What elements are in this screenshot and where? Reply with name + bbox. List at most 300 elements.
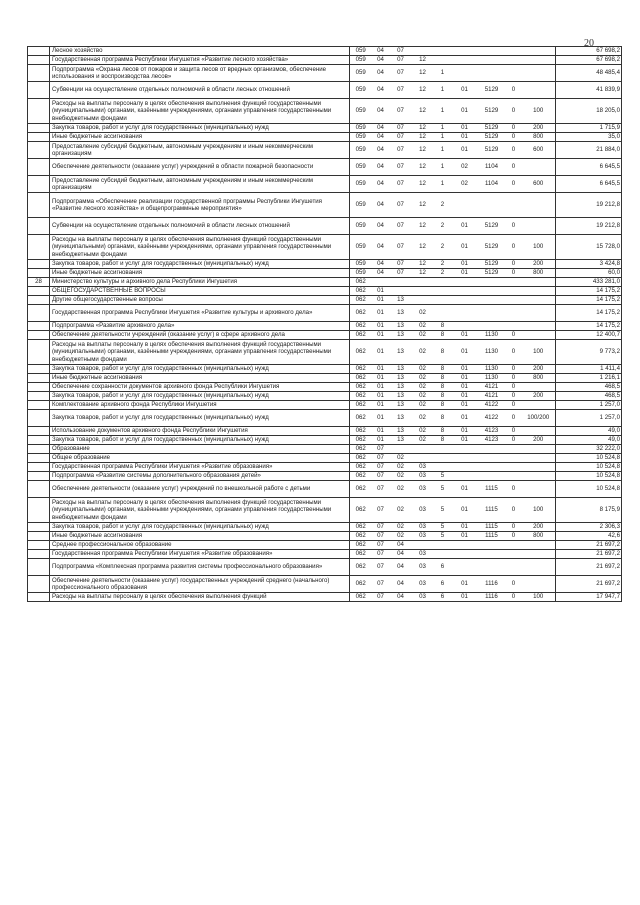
row-number	[28, 260, 50, 269]
expense-type-code	[522, 401, 556, 410]
section-code: 04	[372, 193, 390, 218]
subprogram-code: 5	[434, 481, 452, 498]
ministry-code: 059	[350, 260, 372, 269]
row-name: Подпрограмма «Охрана лесов от пожаров и защита лесов от вредных организмов, обеспечение использования и воспроизводства лесов»	[50, 65, 350, 82]
ministry-code: 059	[350, 47, 372, 56]
table-row	[28, 124, 622, 133]
extra-code: 0	[506, 427, 522, 436]
direction-code: 5129	[478, 82, 506, 99]
event-code: 01	[452, 124, 478, 133]
row-number	[28, 392, 50, 401]
row-amount: 32 222,0	[556, 445, 622, 454]
subprogram-code: 8	[434, 322, 452, 331]
ministry-code: 062	[350, 322, 372, 331]
extra-code: 0	[506, 576, 522, 593]
subsection-code: 13	[390, 427, 412, 436]
row-name: Закупка товаров, работ и услуг для государственных (муниципальных) нужд	[50, 124, 350, 133]
subsection-code: 02	[390, 481, 412, 498]
row-name: Расходы на выплаты персоналу в целях обеспечения выполнения функций государственными (муниципальными) органами, казёнными учреждениями, органами управления государственными внебюджетными фондами	[50, 99, 350, 124]
row-number	[28, 559, 50, 576]
table-row	[28, 176, 622, 193]
ministry-code: 062	[350, 454, 372, 463]
direction-code: 5129	[478, 142, 506, 159]
event-code	[452, 454, 478, 463]
row-name: Закупка товаров, работ и услуг для государственных (муниципальных) нужд	[50, 436, 350, 445]
section-code: 04	[372, 176, 390, 193]
ministry-code: 062	[350, 305, 372, 322]
table-row	[28, 269, 622, 278]
subsection-code: 02	[390, 463, 412, 472]
subprogram-code: 1	[434, 176, 452, 193]
extra-code: 0	[506, 392, 522, 401]
ministry-code: 059	[350, 99, 372, 124]
event-code: 01	[452, 374, 478, 383]
expense-type-code: 100	[522, 340, 556, 365]
subsection-code: 13	[390, 331, 412, 340]
program-code: 03	[412, 481, 434, 498]
row-name: Подпрограмма «Развитие системы дополнительного образования детей»	[50, 472, 350, 481]
ministry-code: 059	[350, 159, 372, 176]
event-code	[452, 47, 478, 56]
subprogram-code: 8	[434, 365, 452, 374]
row-amount: 1 411,4	[556, 365, 622, 374]
row-amount: 10 524,8	[556, 463, 622, 472]
event-code: 01	[452, 427, 478, 436]
event-code	[452, 278, 478, 287]
row-name: Закупка товаров, работ и услуг для государственных (муниципальных) нужд	[50, 365, 350, 374]
event-code: 01	[452, 481, 478, 498]
program-code: 12	[412, 99, 434, 124]
subprogram-code	[434, 445, 452, 454]
extra-code	[506, 287, 522, 296]
row-amount: 8 175,9	[556, 498, 622, 523]
expense-type-code: 100/200	[522, 410, 556, 427]
expense-type-code	[522, 322, 556, 331]
event-code: 01	[452, 392, 478, 401]
table-row	[28, 427, 622, 436]
subsection-code: 13	[390, 296, 412, 305]
subsection-code: 13	[390, 365, 412, 374]
row-number	[28, 65, 50, 82]
subprogram-code	[434, 56, 452, 65]
row-amount: 12 400,7	[556, 331, 622, 340]
extra-code: 0	[506, 532, 522, 541]
row-amount: 1 257,0	[556, 410, 622, 427]
table-row	[28, 576, 622, 593]
row-name: Субвенции на осуществление отдельных полномочий в области лесных отношений	[50, 82, 350, 99]
row-number	[28, 193, 50, 218]
ministry-code: 059	[350, 269, 372, 278]
subsection-code: 04	[390, 593, 412, 602]
subsection-code: 07	[390, 260, 412, 269]
program-code: 02	[412, 322, 434, 331]
table-row	[28, 523, 622, 532]
event-code: 01	[452, 593, 478, 602]
event-code	[452, 559, 478, 576]
row-name: Министерство культуры и архивного дела Республики Ингушетия	[50, 278, 350, 287]
subprogram-code: 5	[434, 523, 452, 532]
subsection-code: 04	[390, 550, 412, 559]
subsection-code: 02	[390, 472, 412, 481]
ministry-code: 062	[350, 541, 372, 550]
table-row	[28, 260, 622, 269]
event-code	[452, 463, 478, 472]
row-amount: 6 645,5	[556, 176, 622, 193]
direction-code: 5129	[478, 133, 506, 142]
subsection-code: 13	[390, 436, 412, 445]
extra-code: 0	[506, 481, 522, 498]
subprogram-code: 1	[434, 82, 452, 99]
extra-code: 0	[506, 269, 522, 278]
subprogram-code: 5	[434, 532, 452, 541]
table-row	[28, 65, 622, 82]
subsection-code	[390, 445, 412, 454]
subprogram-code: 6	[434, 576, 452, 593]
row-number	[28, 532, 50, 541]
section-code: 04	[372, 260, 390, 269]
expense-type-code	[522, 159, 556, 176]
expense-type-code	[522, 463, 556, 472]
row-number	[28, 99, 50, 124]
program-code: 03	[412, 463, 434, 472]
extra-code: 0	[506, 383, 522, 392]
row-amount: 21 697,2	[556, 541, 622, 550]
program-code: 02	[412, 365, 434, 374]
subprogram-code: 2	[434, 218, 452, 235]
direction-code	[478, 296, 506, 305]
row-number	[28, 410, 50, 427]
expense-type-code	[522, 427, 556, 436]
section-code: 01	[372, 383, 390, 392]
subsection-code: 07	[390, 82, 412, 99]
row-number	[28, 296, 50, 305]
table-row	[28, 532, 622, 541]
row-number	[28, 498, 50, 523]
direction-code: 1115	[478, 532, 506, 541]
table-row	[28, 340, 622, 365]
row-number	[28, 383, 50, 392]
event-code: 01	[452, 410, 478, 427]
subprogram-code: 2	[434, 269, 452, 278]
table-row	[28, 401, 622, 410]
row-number	[28, 142, 50, 159]
table-row	[28, 472, 622, 481]
row-amount: 1 257,0	[556, 401, 622, 410]
section-code: 04	[372, 159, 390, 176]
ministry-code: 062	[350, 392, 372, 401]
subsection-code	[390, 287, 412, 296]
row-number	[28, 269, 50, 278]
extra-code: 0	[506, 159, 522, 176]
row-name: Иные бюджетные ассигнования	[50, 374, 350, 383]
table-row	[28, 218, 622, 235]
ministry-code: 059	[350, 133, 372, 142]
row-amount: 14 175,2	[556, 305, 622, 322]
row-number	[28, 463, 50, 472]
ministry-code: 059	[350, 176, 372, 193]
row-amount: 67 698,2	[556, 56, 622, 65]
ministry-code: 062	[350, 559, 372, 576]
subprogram-code	[434, 296, 452, 305]
table-row	[28, 392, 622, 401]
section-code: 01	[372, 296, 390, 305]
row-amount: 19 212,8	[556, 193, 622, 218]
program-code: 02	[412, 436, 434, 445]
section-code: 07	[372, 576, 390, 593]
subprogram-code: 8	[434, 392, 452, 401]
extra-code: 0	[506, 374, 522, 383]
program-code: 02	[412, 383, 434, 392]
event-code: 01	[452, 235, 478, 260]
event-code: 01	[452, 133, 478, 142]
extra-code	[506, 472, 522, 481]
subsection-code: 07	[390, 193, 412, 218]
direction-code: 1116	[478, 593, 506, 602]
table-row	[28, 82, 622, 99]
subprogram-code: 1	[434, 99, 452, 124]
direction-code: 5129	[478, 260, 506, 269]
subprogram-code: 8	[434, 383, 452, 392]
section-code: 01	[372, 305, 390, 322]
extra-code: 0	[506, 260, 522, 269]
program-code: 02	[412, 374, 434, 383]
expense-type-code	[522, 278, 556, 287]
section-code: 01	[372, 287, 390, 296]
extra-code	[506, 445, 522, 454]
program-code: 02	[412, 427, 434, 436]
row-amount: 10 524,8	[556, 481, 622, 498]
row-number	[28, 523, 50, 532]
subprogram-code: 5	[434, 498, 452, 523]
event-code: 01	[452, 331, 478, 340]
ministry-code: 062	[350, 331, 372, 340]
direction-code: 1130	[478, 374, 506, 383]
extra-code	[506, 550, 522, 559]
extra-code: 0	[506, 593, 522, 602]
section-code: 01	[372, 427, 390, 436]
ministry-code: 062	[350, 340, 372, 365]
row-amount: 433 281,0	[556, 278, 622, 287]
subsection-code: 07	[390, 99, 412, 124]
row-amount: 41 839,9	[556, 82, 622, 99]
row-name: Использование документов архивного фонда Республики Ингушетия	[50, 427, 350, 436]
expense-type-code	[522, 305, 556, 322]
expense-type-code: 800	[522, 374, 556, 383]
program-code	[412, 296, 434, 305]
section-code: 01	[372, 392, 390, 401]
row-number	[28, 133, 50, 142]
row-amount: 9 773,2	[556, 340, 622, 365]
table-row	[28, 133, 622, 142]
row-amount: 49,0	[556, 436, 622, 445]
extra-code	[506, 278, 522, 287]
event-code: 02	[452, 159, 478, 176]
subsection-code: 07	[390, 269, 412, 278]
direction-code: 4123	[478, 427, 506, 436]
row-number	[28, 56, 50, 65]
subprogram-code	[434, 550, 452, 559]
row-number	[28, 550, 50, 559]
subsection-code: 07	[390, 218, 412, 235]
row-name: Закупка товаров, работ и услуг для государственных (муниципальных) нужд	[50, 260, 350, 269]
budget-table	[27, 46, 621, 602]
direction-code: 1104	[478, 176, 506, 193]
extra-code: 0	[506, 523, 522, 532]
row-amount: 21 884,0	[556, 142, 622, 159]
section-code	[372, 278, 390, 287]
table-row	[28, 383, 622, 392]
direction-code	[478, 454, 506, 463]
event-code: 01	[452, 532, 478, 541]
section-code: 04	[372, 47, 390, 56]
subsection-code: 04	[390, 541, 412, 550]
section-code: 07	[372, 550, 390, 559]
section-code: 01	[372, 365, 390, 374]
ministry-code: 062	[350, 593, 372, 602]
expense-type-code: 800	[522, 532, 556, 541]
event-code: 01	[452, 82, 478, 99]
event-code	[452, 193, 478, 218]
subsection-code: 13	[390, 322, 412, 331]
extra-code	[506, 559, 522, 576]
row-number	[28, 481, 50, 498]
expense-type-code	[522, 47, 556, 56]
program-code	[412, 445, 434, 454]
section-code: 04	[372, 269, 390, 278]
event-code: 02	[452, 176, 478, 193]
ministry-code: 062	[350, 374, 372, 383]
subsection-code: 13	[390, 410, 412, 427]
event-code: 01	[452, 260, 478, 269]
row-number	[28, 576, 50, 593]
row-amount: 14 175,2	[556, 322, 622, 331]
row-name: Расходы на выплаты персоналу в целях обеспечения выполнения функций государственными (муниципальными) органами, казёнными учреждениями, органами управления государственными внебюджетными фондами	[50, 235, 350, 260]
row-amount: 15 728,0	[556, 235, 622, 260]
row-number	[28, 124, 50, 133]
table-row	[28, 410, 622, 427]
row-amount: 21 697,2	[556, 576, 622, 593]
direction-code: 1116	[478, 576, 506, 593]
expense-type-code	[522, 559, 556, 576]
program-code: 12	[412, 82, 434, 99]
extra-code: 0	[506, 124, 522, 133]
row-amount: 67 698,2	[556, 47, 622, 56]
subprogram-code: 8	[434, 436, 452, 445]
ministry-code: 062	[350, 296, 372, 305]
row-name: Расходы на выплаты персоналу в целях обеспечения выполнения функций	[50, 593, 350, 602]
event-code	[452, 550, 478, 559]
table-row	[28, 454, 622, 463]
ministry-code: 062	[350, 523, 372, 532]
subprogram-code: 6	[434, 593, 452, 602]
section-code: 07	[372, 472, 390, 481]
ministry-code: 062	[350, 278, 372, 287]
program-code: 12	[412, 260, 434, 269]
extra-code: 0	[506, 235, 522, 260]
table-row	[28, 445, 622, 454]
row-number	[28, 82, 50, 99]
expense-type-code	[522, 218, 556, 235]
extra-code: 0	[506, 99, 522, 124]
row-amount: 19 212,8	[556, 218, 622, 235]
ministry-code: 062	[350, 287, 372, 296]
program-code: 12	[412, 142, 434, 159]
extra-code	[506, 305, 522, 322]
subsection-code	[390, 278, 412, 287]
row-name: Обеспечение деятельности (оказание услуг) учреждений по внешкольной работе с детьми	[50, 481, 350, 498]
direction-code: 5129	[478, 218, 506, 235]
row-number	[28, 401, 50, 410]
direction-code	[478, 550, 506, 559]
row-name: Предоставление субсидий бюджетным, автономным учреждениям и иным некоммерческим организациям	[50, 176, 350, 193]
section-code: 07	[372, 454, 390, 463]
row-number	[28, 340, 50, 365]
extra-code	[506, 56, 522, 65]
row-number: 28	[28, 278, 50, 287]
subsection-code: 07	[390, 65, 412, 82]
row-number	[28, 47, 50, 56]
ministry-code: 062	[350, 472, 372, 481]
event-code: 01	[452, 269, 478, 278]
table-row	[28, 463, 622, 472]
expense-type-code: 200	[522, 365, 556, 374]
direction-code: 5129	[478, 235, 506, 260]
subsection-code: 13	[390, 392, 412, 401]
direction-code	[478, 278, 506, 287]
expense-type-code	[522, 576, 556, 593]
subsection-code: 13	[390, 305, 412, 322]
subprogram-code: 8	[434, 410, 452, 427]
row-number	[28, 472, 50, 481]
row-name: Закупка товаров, работ и услуг для государственных (муниципальных) нужд	[50, 410, 350, 427]
event-code	[452, 296, 478, 305]
expense-type-code	[522, 193, 556, 218]
subprogram-code: 8	[434, 340, 452, 365]
ministry-code: 059	[350, 82, 372, 99]
section-code: 07	[372, 463, 390, 472]
section-code: 04	[372, 133, 390, 142]
event-code: 01	[452, 142, 478, 159]
expense-type-code: 200	[522, 436, 556, 445]
subsection-code: 02	[390, 532, 412, 541]
row-name: Расходы на выплаты персоналу в целях обеспечения выполнения функций государственными (муниципальными) органами, казёнными учреждениями, органами управления государственными внебюджетными фондами	[50, 498, 350, 523]
subsection-code: 07	[390, 124, 412, 133]
program-code	[412, 287, 434, 296]
table-body	[28, 47, 622, 602]
direction-code: 4122	[478, 401, 506, 410]
section-code: 04	[372, 99, 390, 124]
row-amount: 6 645,5	[556, 159, 622, 176]
row-amount: 17 947,7	[556, 593, 622, 602]
subsection-code: 07	[390, 142, 412, 159]
row-amount: 49,0	[556, 427, 622, 436]
section-code: 01	[372, 340, 390, 365]
subprogram-code: 1	[434, 159, 452, 176]
direction-code	[478, 47, 506, 56]
extra-code	[506, 541, 522, 550]
table-row	[28, 593, 622, 602]
expense-type-code: 800	[522, 133, 556, 142]
table-row	[28, 365, 622, 374]
extra-code	[506, 296, 522, 305]
row-name: Лесное хозяйство	[50, 47, 350, 56]
ministry-code: 062	[350, 365, 372, 374]
table-row	[28, 235, 622, 260]
row-amount: 3 424,8	[556, 260, 622, 269]
expense-type-code	[522, 454, 556, 463]
row-number	[28, 235, 50, 260]
expense-type-code: 800	[522, 269, 556, 278]
